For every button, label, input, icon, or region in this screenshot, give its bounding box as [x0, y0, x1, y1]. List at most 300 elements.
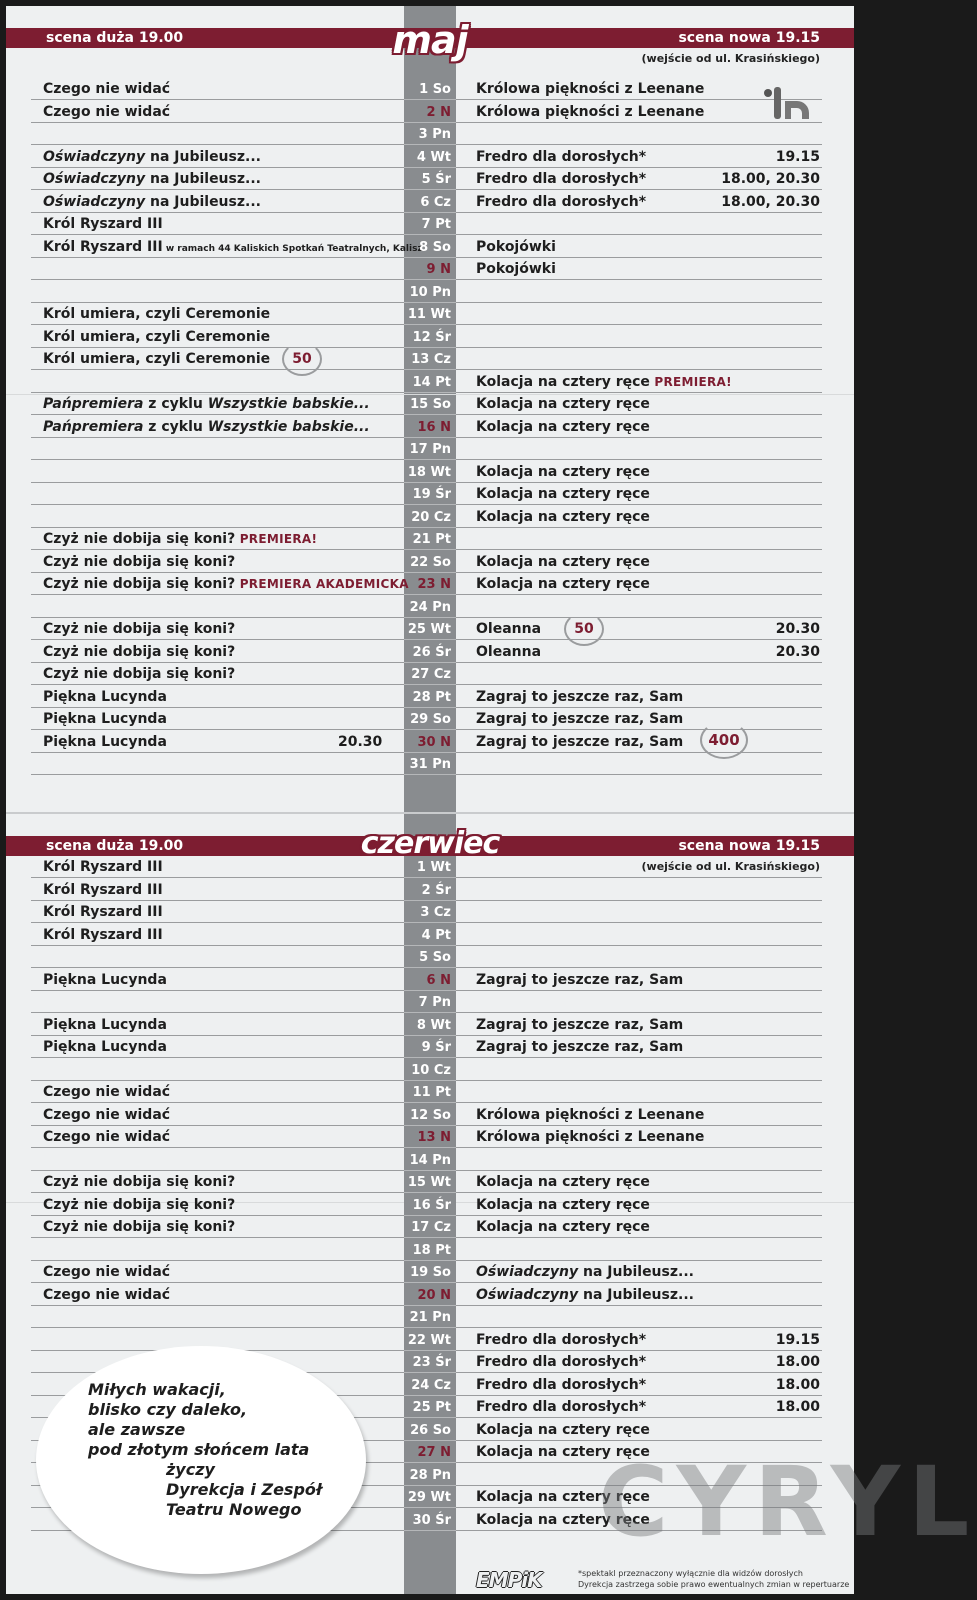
date-label: 2 N	[426, 104, 451, 120]
schedule-row	[6, 167, 854, 190]
performance-title: Piękna Lucynda	[43, 1039, 167, 1055]
main-stage-performance	[43, 1039, 167, 1055]
date-label: 15 Wt	[407, 1175, 451, 1190]
main-stage-performance	[43, 419, 370, 435]
sponsor-logo: EMPiK	[476, 1568, 542, 1592]
date-label: 1 So	[419, 82, 451, 97]
date-label: 26 Śr	[412, 644, 451, 660]
performance-title-rest: Wszystkie babskie...	[207, 396, 370, 412]
performance-title: Zagraj to jeszcze raz, Sam	[476, 733, 684, 750]
new-stage-performance	[476, 1174, 650, 1190]
date-label: 5 Śr	[421, 172, 451, 187]
main-stage-performance	[43, 81, 170, 97]
date-label: 22 Wt	[407, 1332, 451, 1348]
new-stage-performance	[476, 689, 683, 705]
schedule-row	[6, 1215, 854, 1238]
performance-title: Król Ryszard III	[43, 859, 163, 875]
row-divider	[404, 1530, 456, 1531]
schedule-row	[6, 1193, 854, 1216]
date-label: 14 Pn	[409, 1152, 451, 1168]
performance-title: Czego nie widać	[43, 1264, 171, 1280]
performance-title: Pańpremiera	[43, 418, 144, 435]
jubilee-badge: 50	[282, 342, 322, 376]
performance-title: Królowa piękności z Leenane	[476, 1129, 705, 1145]
performance-title: Czyż nie dobija się koni?	[43, 553, 236, 570]
premiere-label: PREMIERA!	[649, 374, 732, 389]
main-stage-performance	[43, 1017, 167, 1033]
date-label: 6 N	[426, 972, 451, 988]
schedule-row	[6, 1148, 854, 1171]
month-block-may	[6, 6, 854, 812]
performance-title: Fredro dla dorosłych*	[476, 171, 647, 187]
watermark: CYRYL	[598, 1446, 977, 1558]
performance-time: 20.30	[338, 733, 383, 750]
greeting-bubble	[36, 1346, 366, 1574]
performance-title: Fredro dla dorosłych*	[476, 1399, 647, 1415]
main-stage-header: scena duża 19.00	[46, 838, 184, 854]
schedule-row	[6, 302, 854, 325]
schedule-row	[6, 685, 854, 708]
date-label: 31 Pn	[409, 757, 451, 772]
performance-title: Król Ryszard III	[43, 216, 163, 232]
performance-title: Kolacja na cztery ręce	[476, 1489, 650, 1505]
main-stage-performance	[43, 1129, 170, 1145]
main-stage-performance	[43, 621, 235, 637]
performance-title: Kolacja na cztery ręce	[476, 1174, 650, 1190]
new-stage-performance	[476, 374, 732, 390]
new-stage-performance	[476, 149, 646, 165]
new-stage-header: scena nowa 19.15	[678, 30, 820, 46]
main-stage-performance	[43, 306, 270, 322]
date-label: 27 Cz	[411, 667, 451, 682]
performance-title: Oświadczyny	[43, 171, 146, 187]
schedule-row	[6, 878, 854, 901]
date-label: 24 Pn	[409, 599, 451, 615]
date-label: 18 Pt	[412, 1242, 451, 1258]
schedule-row	[6, 550, 854, 573]
date-label: 13 N	[417, 1130, 451, 1145]
performance-title: Zagraj to jeszcze raz, Sam	[476, 711, 684, 727]
schedule-row	[6, 77, 854, 100]
schedule-row	[6, 1013, 854, 1036]
date-label: 10 Cz	[411, 1062, 451, 1078]
date-label: 21 Pt	[412, 532, 451, 547]
date-label: 21 Pn	[409, 1310, 451, 1325]
row-divider	[31, 774, 404, 775]
footnote: *spektakl przeznaczony wyłącznie dla widzów dorosłych Dyrekcja zastrzega sobie prawo ewentualnych zmian w repertuarze	[578, 1569, 850, 1589]
schedule-row	[6, 122, 854, 145]
date-label: 16 N	[417, 419, 451, 435]
schedule-row	[6, 595, 854, 618]
schedule-row	[6, 1283, 854, 1306]
performance-title: Czego nie widać	[43, 1106, 171, 1123]
performance-title-rest: na Jubileusz...	[145, 171, 261, 187]
performance-title: Oleanna	[476, 643, 542, 660]
main-stage-performance	[43, 1197, 235, 1213]
date-label: 23 Śr	[412, 1355, 451, 1370]
jubilee-badge: 400	[700, 721, 748, 759]
main-stage-performance	[43, 1219, 235, 1235]
schedule-row	[6, 257, 854, 280]
new-stage-performance	[476, 1039, 683, 1055]
performance-title: Kolacja na cztery ręce	[476, 373, 650, 390]
performance-title: Fredro dla dorosłych*	[476, 1354, 647, 1370]
date-label: 16 Śr	[412, 1197, 451, 1213]
performance-title: Czyż nie dobija się koni?	[43, 1196, 236, 1213]
performance-title: Kolacja na cztery ręce	[476, 1421, 650, 1438]
new-stage-performance	[476, 464, 650, 480]
performance-time: 18.00, 20.30	[721, 171, 820, 187]
schedule-row	[6, 640, 854, 663]
performance-title-rest: z cyklu	[143, 396, 208, 412]
date-label: 23 N	[417, 577, 451, 592]
performance-title: Pańpremiera	[43, 396, 144, 412]
new-stage-performance	[476, 644, 541, 660]
month-title: czerwiec	[360, 826, 500, 861]
main-stage-performance	[43, 351, 270, 367]
schedule-row	[6, 235, 854, 258]
main-stage-performance	[43, 531, 317, 547]
schedule-row	[6, 1170, 854, 1193]
date-label: 20 N	[417, 1287, 451, 1303]
performance-title: Król umiera, czyli Ceremonie	[43, 306, 271, 322]
main-stage-performance	[43, 194, 261, 210]
schedule-row	[6, 190, 854, 213]
date-label: 7 Pt	[421, 217, 451, 232]
schedule-row	[6, 1080, 854, 1103]
date-label: 30 Śr	[412, 1512, 451, 1528]
performance-title: Pokojówki	[476, 261, 556, 277]
date-label: 5 So	[419, 950, 451, 965]
performance-title: Piękna Lucynda	[43, 711, 167, 727]
schedule-row	[6, 968, 854, 991]
date-label: 4 Pt	[421, 927, 451, 943]
main-stage-performance	[43, 882, 163, 898]
schedule-row	[6, 990, 854, 1013]
performance-time: 19.15	[775, 148, 820, 165]
new-stage-performance	[476, 1197, 650, 1213]
schedule-row	[6, 482, 854, 505]
main-stage-performance	[43, 216, 163, 232]
schedule-row	[6, 945, 854, 968]
new-stage-header: scena nowa 19.15	[678, 838, 820, 854]
date-label: 28 Pt	[412, 689, 451, 705]
performance-title: Kolacja na cztery ręce	[476, 1219, 650, 1235]
new-stage-performance	[476, 1422, 650, 1438]
date-label: 17 Pn	[409, 442, 451, 457]
schedule-row	[6, 437, 854, 460]
schedule-row	[6, 460, 854, 483]
performance-title: Kolacja na cztery ręce	[476, 396, 650, 412]
schedule-row	[6, 505, 854, 528]
date-label: 26 So	[410, 1422, 451, 1438]
performance-title: Król Ryszard III	[43, 926, 163, 943]
new-stage-performance	[476, 1017, 683, 1033]
schedule-row	[6, 855, 854, 878]
new-stage-performance	[476, 1399, 646, 1415]
main-stage-performance	[43, 554, 235, 570]
date-label: 18 Wt	[407, 464, 451, 480]
schedule-row	[6, 527, 854, 550]
main-stage-performance	[43, 927, 163, 943]
new-stage-performance	[476, 1377, 646, 1393]
schedule-row	[6, 1058, 854, 1081]
performance-title: Czego nie widać	[43, 81, 171, 97]
fold-line	[6, 394, 854, 395]
performance-title: Kolacja na cztery ręce	[476, 486, 650, 502]
date-label: 12 Śr	[412, 329, 451, 345]
new-stage-performance	[476, 396, 650, 412]
schedule-row	[6, 145, 854, 168]
row-divider	[404, 774, 456, 775]
performance-title: Król Ryszard III	[43, 904, 163, 920]
new-stage-performance	[476, 621, 541, 637]
performance-title: Czyż nie dobija się koni?	[43, 1174, 236, 1190]
date-label: 30 N	[417, 734, 451, 750]
performance-title-rest: z cyklu	[143, 418, 208, 435]
date-label: 10 Pn	[409, 284, 451, 300]
date-label: 15 So	[410, 397, 451, 412]
new-stage-performance	[476, 509, 650, 525]
new-stage-performance	[476, 1107, 704, 1123]
schedule-row	[6, 1328, 854, 1351]
performance-title: Pokojówki	[476, 238, 556, 255]
main-stage-performance	[43, 1084, 170, 1100]
performance-title: Król umiera, czyli Ceremonie	[43, 351, 271, 367]
schedule-row	[6, 730, 854, 753]
performance-time: 18.00	[775, 1399, 820, 1415]
date-label: 17 Cz	[411, 1220, 451, 1235]
schedule-row	[6, 572, 854, 595]
schedule-row	[6, 900, 854, 923]
performance-title: Zagraj to jeszcze raz, Sam	[476, 1016, 684, 1033]
main-stage-performance	[43, 666, 235, 682]
date-label: 1 Wt	[416, 860, 451, 875]
date-label: 22 So	[410, 554, 451, 570]
performance-title: Królowa piękności z Leenane	[476, 103, 705, 120]
performance-title: Król Ryszard III	[43, 238, 163, 255]
performance-title: Oświadczyny	[43, 193, 146, 210]
date-label: 24 Cz	[411, 1377, 451, 1393]
date-label: 13 Cz	[411, 352, 451, 367]
performance-title: Czego nie widać	[43, 103, 171, 120]
performance-title: Zagraj to jeszcze raz, Sam	[476, 1039, 684, 1055]
performance-title: Kolacja na cztery ręce	[476, 576, 650, 592]
schedule-row	[6, 1238, 854, 1261]
new-stage-performance	[476, 1287, 694, 1303]
date-label: 9 N	[426, 262, 451, 277]
premiere-label: PREMIERA AKADEMICKA	[235, 577, 409, 591]
date-label: 11 Wt	[407, 307, 451, 322]
date-label: 27 N	[417, 1445, 451, 1460]
new-stage-performance	[476, 1332, 646, 1348]
main-stage-header: scena duża 19.00	[46, 30, 184, 46]
date-label: 25 Wt	[407, 622, 451, 637]
performance-title: Czyż nie dobija się koni?	[43, 1219, 236, 1235]
date-label: 3 Cz	[420, 905, 451, 920]
main-stage-performance	[43, 576, 409, 592]
schedule-row	[6, 347, 854, 370]
premiere-label: PREMIERA!	[235, 532, 318, 546]
greeting-text: Miłych wakacji, blisko czy daleko, ale zawsze pod złotym słońcem lata życzy Dyrekcja i Zespół Teatru Nowego	[88, 1380, 322, 1519]
date-label: 2 Śr	[421, 882, 451, 898]
main-stage-performance	[43, 1264, 170, 1280]
performance-title: Oświadczyny	[476, 1286, 579, 1303]
date-label: 4 Wt	[416, 149, 451, 165]
performance-time: 20.30	[775, 643, 820, 660]
performance-title-rest: na Jubileusz...	[145, 193, 261, 210]
performance-title: Czyż nie dobija się koni?	[43, 576, 236, 592]
date-label: 19 Śr	[412, 487, 451, 502]
date-label: 19 So	[410, 1265, 451, 1280]
repertoire-poster	[6, 6, 977, 1594]
date-label: 12 So	[410, 1107, 451, 1123]
performance-title: Zagraj to jeszcze raz, Sam	[476, 971, 684, 988]
performance-title: Piękna Lucynda	[43, 688, 167, 705]
main-stage-performance	[43, 1287, 170, 1303]
performance-title: Kolacja na cztery ręce	[476, 418, 650, 435]
performance-title: Oleanna	[476, 621, 542, 637]
performance-title: Czyż nie dobija się koni?	[43, 643, 236, 660]
schedule-row	[6, 100, 854, 123]
schedule-row	[6, 212, 854, 235]
performance-time: 19.15	[775, 1331, 820, 1348]
performance-title-rest: na Jubileusz...	[578, 1286, 694, 1303]
jubilee-badge: 50	[564, 612, 604, 646]
new-stage-performance	[476, 104, 704, 120]
date-label: 11 Pt	[412, 1085, 451, 1100]
main-stage-performance	[43, 104, 170, 120]
new-stage-performance	[476, 711, 683, 727]
date-label: 8 So	[419, 239, 451, 255]
main-stage-performance	[43, 972, 167, 988]
schedule-row	[6, 617, 854, 640]
new-stage-performance	[476, 171, 646, 187]
schedule-row	[6, 662, 854, 685]
performance-title: Czyż nie dobija się koni?	[43, 531, 236, 547]
performance-title: Czyż nie dobija się koni?	[43, 666, 236, 682]
main-stage-performance	[43, 239, 423, 255]
schedule-row	[6, 280, 854, 303]
performance-title: Fredro dla dorosłych*	[476, 148, 647, 165]
new-stage-performance	[476, 81, 704, 97]
performance-title: Fredro dla dorosłych*	[476, 193, 647, 210]
performance-title: Fredro dla dorosłych*	[476, 1376, 647, 1393]
schedule-row	[6, 1125, 854, 1148]
performance-time: 20.30	[775, 621, 820, 637]
new-stage-performance	[476, 486, 650, 502]
new-stage-performance	[476, 239, 556, 255]
performance-title: Zagraj to jeszcze raz, Sam	[476, 688, 684, 705]
new-stage-performance	[476, 576, 650, 592]
new-stage-performance	[476, 1219, 650, 1235]
schedule-row	[6, 370, 854, 393]
schedule-row	[6, 1035, 854, 1058]
main-stage-performance	[43, 711, 167, 727]
performance-title-rest: na Jubileusz...	[145, 148, 261, 165]
schedule-row	[6, 392, 854, 415]
date-label: 25 Pt	[412, 1400, 451, 1415]
performance-time: 18.00, 20.30	[721, 193, 820, 210]
performance-time: 18.00	[775, 1376, 820, 1393]
main-stage-performance	[43, 734, 167, 750]
schedule-row	[6, 1260, 854, 1283]
new-stage-performance	[476, 734, 683, 750]
main-stage-performance	[43, 1174, 235, 1190]
performance-title: Kolacja na cztery ręce	[476, 508, 650, 525]
performance-title: Oświadczyny	[476, 1264, 579, 1280]
row-divider	[456, 774, 822, 775]
date-label: 29 So	[410, 712, 451, 727]
main-stage-performance	[43, 396, 370, 412]
main-stage-performance	[43, 689, 167, 705]
performance-title: Król Ryszard III	[43, 881, 163, 898]
performance-title: Kolacja na cztery ręce	[476, 1444, 650, 1460]
performance-title: Królowa piękności z Leenane	[476, 1106, 705, 1123]
performance-title: Oświadczyny	[43, 148, 146, 165]
performance-title: Czego nie widać	[43, 1084, 171, 1100]
performance-title: Czego nie widać	[43, 1286, 171, 1303]
new-stage-performance	[476, 194, 646, 210]
date-label: 20 Cz	[411, 509, 451, 525]
performance-title: Czyż nie dobija się koni?	[43, 621, 236, 637]
main-stage-performance	[43, 904, 163, 920]
performance-title: Król umiera, czyli Ceremonie	[43, 328, 271, 345]
performance-title: Kolacja na cztery ręce	[476, 1196, 650, 1213]
festival-note: w ramach 44 Kaliskich Spotkań Teatralnych, Kalisz	[162, 243, 423, 254]
new-stage-performance	[476, 554, 650, 570]
date-label: 29 Wt	[407, 1490, 451, 1505]
schedule-row	[6, 1305, 854, 1328]
performance-title: Piękna Lucynda	[43, 971, 167, 988]
main-stage-performance	[43, 171, 261, 187]
main-stage-performance	[43, 859, 163, 875]
performance-title: Królowa piękności z Leenane	[476, 81, 705, 97]
performance-title: Kolacja na cztery ręce	[476, 1511, 650, 1528]
performance-title: Fredro dla dorosłych*	[476, 1331, 647, 1348]
date-label: 14 Pt	[412, 374, 451, 390]
main-stage-performance	[43, 1107, 170, 1123]
performance-time: 18.00	[775, 1354, 820, 1370]
performance-title-rest: Wszystkie babskie...	[207, 418, 370, 435]
entrance-note: (wejście od ul. Krasińskiego)	[641, 860, 820, 873]
date-label: 8 Wt	[416, 1017, 451, 1033]
main-stage-performance	[43, 149, 261, 165]
performance-title: Kolacja na cztery ręce	[476, 553, 650, 570]
schedule-row	[6, 325, 854, 348]
date-label: 3 Pn	[418, 127, 451, 142]
date-label: 7 Pn	[418, 995, 451, 1010]
main-stage-performance	[43, 329, 270, 345]
tn-logo-icon	[763, 83, 815, 123]
entrance-note: (wejście od ul. Krasińskiego)	[641, 52, 820, 65]
schedule-row	[6, 923, 854, 946]
schedule-row	[6, 752, 854, 775]
schedule-row	[6, 415, 854, 438]
new-stage-performance	[476, 261, 556, 277]
performance-title-rest: na Jubileusz...	[578, 1264, 694, 1280]
performance-title: Piękna Lucynda	[43, 733, 167, 750]
main-stage-performance	[43, 644, 235, 660]
performance-title: Kolacja na cztery ręce	[476, 463, 650, 480]
date-label: 6 Cz	[420, 194, 451, 210]
month-title: maj	[392, 18, 468, 62]
date-label: 9 Śr	[421, 1040, 451, 1055]
new-stage-performance	[476, 1264, 694, 1280]
date-label: 28 Pn	[409, 1467, 451, 1483]
new-stage-performance	[476, 972, 683, 988]
new-stage-performance	[476, 419, 650, 435]
